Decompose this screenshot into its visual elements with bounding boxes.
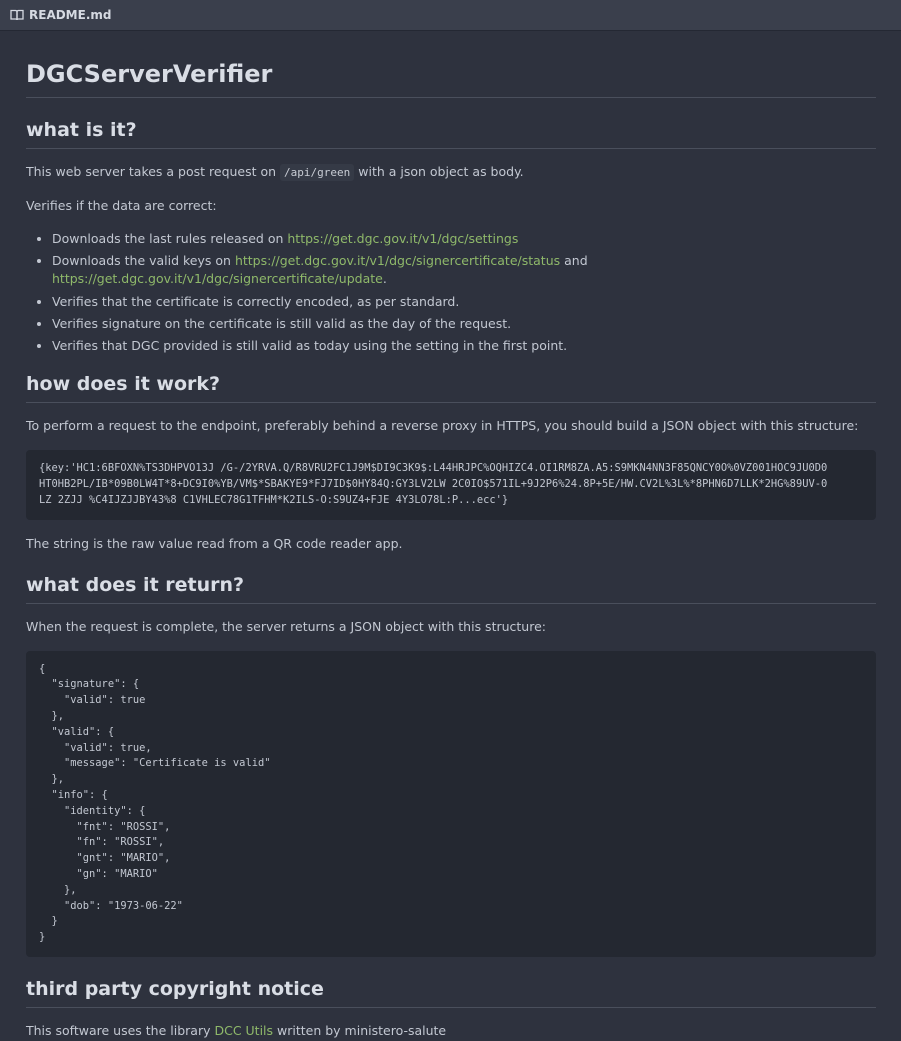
verifies-label: Verifies if the data are correct:	[26, 198, 217, 213]
response-code-block: { "signature": { "valid": true }, "valid": { "valid": true, "message": "Certificate is valid" }, "info": { "identity": { "fnt": "ROSSI", "fn": "ROSSI", "gnt": "MARIO", "gn": "MARIO" }, "dob": "1973-06-22" } }	[26, 651, 876, 957]
heading-what-does-it-return: what does it return?	[26, 573, 876, 604]
heading-how-does-it-work: how does it work?	[26, 372, 876, 403]
settings-link[interactable]: https://get.dgc.gov.it/v1/dgc/settings	[287, 231, 519, 246]
list-item: • Downloads the valid keys on https://get.dgc.gov.it/v1/dgc/signercertificate/status and https://get.dgc.gov.it/v1/dgc/signercertificate/update.	[52, 252, 876, 288]
inline-code-endpoint: /api/green	[280, 164, 354, 181]
list-item: • Verifies that the certificate is correctly encoded, as per standard.	[52, 293, 876, 311]
request-code-block: {key:'HC1:6BFOXN%TS3DHPVO13J /G-/2YRVA.Q/R8VRU2FC1J9M$DI9C3K9$:L44HRJPC%OQHIZC4.OI1RM8ZA.A5:S9MKN4NN3F85QNCY0O%0VZ001HOC9JU0D0 HT0HB2PL/IB*09B0LW4T*8+DC9I0%YB/VM$*SBAKYE9*FJ7ID$0HY84Q:GY3LV2LW 2C0IO$571IL+9J2P6%24.8P+5E/HW.CV2L%3L%*8PHN6D7LLK*2HG%89UV-0 LZ 2ZJJ %C4IJZJJBY43%8 C1VHLEC78G1TFHM*K2ILS-O:S9UZ4+FJE 4Y3LO78L:P...ecc'}	[26, 450, 876, 519]
verification-list	[26, 230, 876, 355]
copyright-paragraph: This software uses the library DCC Utils written by ministero-salute	[26, 1022, 447, 1038]
update-link[interactable]: https://get.dgc.gov.it/v1/dgc/signercertificate/update	[52, 271, 383, 287]
heading-what-is-it: what is it?	[26, 118, 876, 149]
list-item: • Verifies that DGC provided is still valid as today using the setting in the first point.	[52, 337, 876, 355]
how-intro: To perform a request to the endpoint, preferably behind a reverse proxy in HTTPS, you should build a JSON object with this structure:	[26, 418, 859, 434]
returns-intro: When the request is complete, the server returns a JSON object with this structure:	[26, 618, 546, 634]
how-outro: The string is the raw value read from a QR code reader app.	[26, 535, 403, 551]
dcc-utils-link[interactable]: DCC Utils	[214, 1022, 274, 1038]
page-title: DGCServerVerifier	[26, 59, 876, 98]
readme-content	[0, 59, 901, 1040]
file-header	[0, 0, 901, 31]
heading-copyright: third party copyright notice	[26, 977, 876, 1008]
intro-paragraph: This web server takes a post request on /api/green with a json object as body.	[26, 164, 524, 179]
book-icon	[10, 9, 24, 21]
list-item: • Downloads the last rules released on https://get.dgc.gov.it/v1/dgc/settings	[52, 230, 876, 248]
list-item: • Verifies signature on the certificate is still valid as the day of the request.	[52, 315, 876, 333]
status-link[interactable]: https://get.dgc.gov.it/v1/dgc/signercertificate/status	[234, 253, 561, 269]
file-name: README.md	[29, 8, 112, 22]
